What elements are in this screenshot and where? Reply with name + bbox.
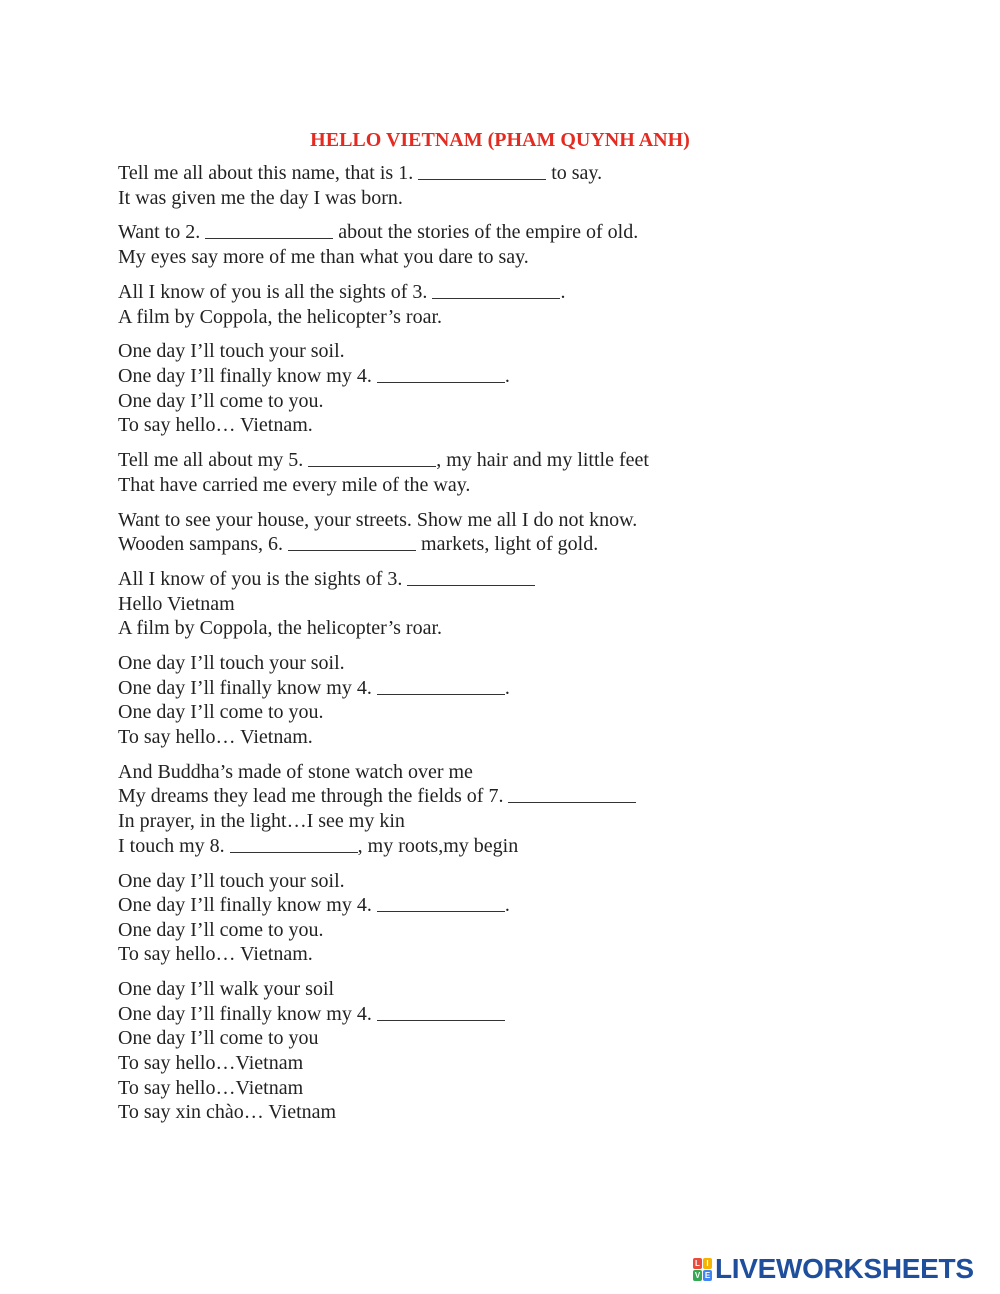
stanza <box>118 651 918 749</box>
lyric-line <box>118 592 918 617</box>
lyric-text: A film by Coppola, the helicopter’s roar. <box>118 617 443 640</box>
lyric-text: My dreams they lead me through the fields of 7. <box>118 785 509 808</box>
lyric-line <box>118 280 918 305</box>
logo-mark-square: L <box>693 1258 702 1269</box>
answer-blank[interactable] <box>288 533 416 551</box>
lyric-text: Want to 2. <box>118 221 206 244</box>
lyric-text: Hello Vietnam <box>118 592 235 615</box>
lyric-text: Tell me all about this name, that is 1. <box>118 162 419 184</box>
lyric-line <box>118 339 918 364</box>
lyric-text: about the stories of the empire of old. <box>333 221 639 244</box>
stanza <box>118 567 918 641</box>
lyric-text: . <box>504 676 510 699</box>
answer-blank[interactable] <box>308 449 436 467</box>
answer-blank[interactable] <box>230 835 358 853</box>
lyric-line <box>118 977 918 1002</box>
lyric-text: One day I’ll come to you. <box>118 389 324 412</box>
lyric-text: To say xin chào… Vietnam <box>118 1101 337 1124</box>
lyric-line <box>118 616 918 641</box>
answer-blank[interactable] <box>377 1003 505 1021</box>
lyric-text: One day I’ll come to you <box>118 1027 319 1050</box>
lyric-text: One day I’ll finally know my 4. <box>118 676 377 699</box>
lyric-text: Wooden sampans, 6. <box>118 533 289 556</box>
stanza <box>118 339 918 437</box>
lyric-text: markets, light of gold. <box>416 533 599 556</box>
lyric-text: To say hello… Vietnam. <box>118 725 313 748</box>
lyric-line <box>118 413 918 438</box>
lyric-line <box>118 869 918 894</box>
lyric-text: One day I’ll touch your soil. <box>118 652 345 675</box>
lyric-text: , my hair and my little feet <box>436 449 649 472</box>
liveworksheets-logo <box>693 1254 974 1284</box>
lyric-text: In prayer, in the light…I see my kin <box>118 810 405 833</box>
lyric-text: All I know of you is the sights of 3. <box>118 568 408 591</box>
stanza <box>118 977 918 1125</box>
lyric-text: To say hello… Vietnam. <box>118 943 313 966</box>
lyric-text: One day I’ll come to you. <box>118 701 324 724</box>
liveworksheets-logo-icon <box>693 1258 712 1281</box>
lyric-text: To say hello… Vietnam. <box>118 414 313 437</box>
stanza <box>118 448 918 497</box>
lyric-line <box>118 389 918 414</box>
lyric-text: , my roots,my begin <box>357 834 519 857</box>
lyric-text: All I know of you is all the sights of 3. <box>118 280 433 303</box>
lyric-text: to say. <box>546 162 603 184</box>
lyric-line <box>118 784 918 809</box>
lyric-line <box>118 1051 918 1076</box>
lyric-text: One day I’ll touch your soil. <box>118 869 345 892</box>
lyric-line <box>118 1026 918 1051</box>
lyric-text: I touch my 8. <box>118 834 230 857</box>
lyric-text: To say hello…Vietnam <box>118 1076 304 1099</box>
lyric-line <box>118 760 918 785</box>
stanza <box>118 161 918 210</box>
lyric-text: . <box>560 280 566 303</box>
answer-blank[interactable] <box>377 365 505 383</box>
lyric-line <box>118 1100 918 1125</box>
lyric-text: My eyes say more of me than what you dare to say. <box>118 246 529 269</box>
lyric-text: Tell me all about my 5. <box>118 449 309 472</box>
lyric-line <box>118 809 918 834</box>
logo-mark-square: E <box>704 1270 711 1280</box>
lyric-text: One day I’ll touch your soil. <box>118 340 345 363</box>
lyric-text: And Buddha’s made of stone watch over me <box>118 760 473 783</box>
lyric-line <box>118 567 918 592</box>
lyric-text: Want to see your house, your streets. Show me all I do not know. <box>118 508 638 531</box>
lyric-text: To say hello…Vietnam <box>118 1051 304 1074</box>
lyric-line <box>118 834 918 859</box>
lyric-line <box>118 473 918 498</box>
lyric-line <box>118 725 918 750</box>
stanza <box>118 280 918 329</box>
stanza <box>118 220 918 269</box>
lyric-text: . <box>504 894 510 917</box>
answer-blank[interactable] <box>508 785 636 803</box>
answer-blank[interactable] <box>432 281 560 299</box>
stanza <box>118 508 918 557</box>
lyrics-body <box>118 161 918 1135</box>
lyric-line <box>118 1002 918 1027</box>
lyric-line <box>118 893 918 918</box>
lyric-line <box>118 676 918 701</box>
lyric-line <box>118 220 918 245</box>
lyric-text: One day I’ll come to you. <box>118 918 324 941</box>
logo-mark-square: V <box>694 1270 701 1280</box>
lyric-line <box>118 186 918 211</box>
lyric-line <box>118 245 918 270</box>
lyric-line <box>118 508 918 533</box>
lyric-text: One day I’ll finally know my 4. <box>118 365 377 388</box>
lyric-line <box>118 448 918 473</box>
lyric-text: A film by Coppola, the helicopter’s roar. <box>118 305 443 328</box>
lyric-line <box>118 305 918 330</box>
answer-blank[interactable] <box>205 221 333 239</box>
logo-mark-square: I <box>703 1258 712 1269</box>
lyric-line <box>118 918 918 943</box>
lyric-text: That have carried me every mile of the way. <box>118 473 471 496</box>
answer-blank[interactable] <box>377 894 505 912</box>
lyric-line <box>118 1076 918 1101</box>
stanza <box>118 869 918 967</box>
lyric-line <box>118 942 918 967</box>
lyric-line <box>118 364 918 389</box>
worksheet-title: HELLO VIETNAM (PHAM QUYNH ANH) <box>310 129 690 151</box>
logo-text: LIVEWORKSHEETS <box>715 1253 974 1284</box>
answer-blank[interactable] <box>418 162 546 180</box>
answer-blank[interactable] <box>377 677 505 695</box>
lyric-line <box>118 161 918 186</box>
answer-blank[interactable] <box>407 568 535 586</box>
lyric-text: It was given me the day I was born. <box>118 186 403 209</box>
lyric-text: One day I’ll finally know my 4. <box>118 894 377 917</box>
lyric-line <box>118 532 918 557</box>
lyric-line <box>118 651 918 676</box>
lyric-text: One day I’ll finally know my 4. <box>118 1002 377 1025</box>
lyric-line <box>118 700 918 725</box>
lyric-text: One day I’ll walk your soil <box>118 978 335 1001</box>
stanza <box>118 760 918 858</box>
lyric-text: . <box>504 365 510 388</box>
